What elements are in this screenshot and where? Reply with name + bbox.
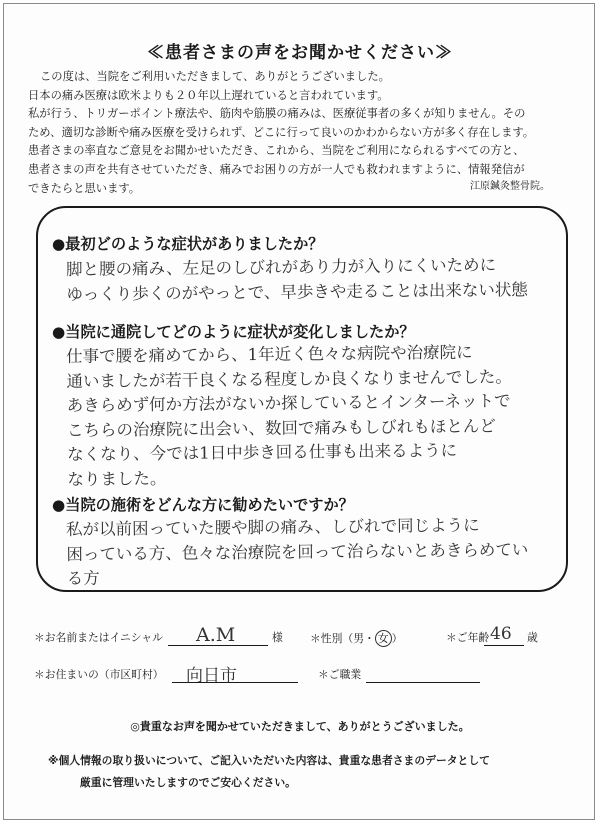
question-3-label: ●当院の施術をどんな方に勧めたいですか？: [52, 496, 354, 514]
intro-line: 日本の痛み医療は欧米よりも２０年以上遅れていると言われています。: [28, 88, 389, 102]
answer-line: なくなり、今では1日中歩き回る仕事も出来るように: [67, 440, 458, 464]
question-2-label: ●当院に通院してどのように症状が変化しましたか？: [52, 323, 415, 341]
thanks-message: ◎貴重なお声を聞かせていただきまして、ありがとうございました。: [130, 720, 470, 733]
intro-line: この度は、当院をご利用いただきまして、ありがとうございました。: [40, 70, 390, 83]
gender-field: [310, 630, 403, 647]
answer-line: 仕事で腰を痛めてから、1年近く色々な病院や治療院に: [66, 342, 473, 366]
age-label: ＊ご年齢: [446, 631, 490, 644]
name-label: ＊お名前またはイニシャル: [34, 631, 163, 644]
answer-line: る方: [66, 568, 100, 588]
privacy-notice: [48, 750, 568, 794]
gender-label: ＊性別（: [310, 632, 354, 645]
age-value[interactable]: 46: [490, 624, 512, 644]
age-underline: [484, 645, 524, 646]
answer-line: 脚と腰の痛み、左足のしびれがあり力が入りにくいために: [66, 255, 497, 279]
answer-line: なりました。: [67, 468, 167, 489]
job-label: ＊ご職業: [318, 668, 362, 681]
answer-line: 困っている方、色々な治療院を回って治らないとあきらめてい: [66, 539, 529, 564]
privacy-line: ※個人情報の取り扱いについて、ご記入いただいた内容は、貴重な患者さまのデータとして: [48, 754, 490, 767]
gender-option-female[interactable]: 女: [375, 630, 392, 647]
gender-option-male[interactable]: 男: [353, 632, 364, 645]
privacy-line: 厳重に管理いたしますのでご安心ください。: [80, 776, 296, 789]
question-1-label: ●最初どのような症状がありましたか？: [52, 235, 324, 253]
answer-line: 私が以前困っていた腰や脚の痛み、しびれで同じように: [66, 515, 480, 539]
intro-line: 私が行う、トリガーポイント療法や、筋肉や筋膜の痛みは、医療従事者の多くが知りません。その: [28, 107, 526, 121]
answer-line: こちらの治療院に出会い、数回で痛みもしびれもほとんど: [66, 416, 496, 440]
intro-line: ため、適切な診断や痛み医療を受けられず、どこに行って良いのかわからない方が多く存在します。: [28, 125, 535, 139]
address-label: ＊お住まいの（市区町村）: [34, 668, 164, 681]
intro-line: できたらと思います。: [28, 181, 141, 195]
answer-line: 通いましたが若干良くなる程度しか良くなりませんでした。: [66, 366, 512, 391]
age-suffix: 歳: [527, 631, 538, 644]
gender-close: ）: [391, 632, 403, 645]
answer-3: [66, 513, 529, 591]
answer-line: あきらめず何か方法がないか探しているとインターネットで: [66, 391, 511, 415]
intro-line: 患者さまの声を共有させていただき、痛みでお困りの方が一人でも救われますように、情報発信が: [28, 162, 525, 176]
clinic-name: 江原鍼灸整骨院。: [470, 181, 550, 192]
answer-2: [66, 340, 513, 492]
address-value[interactable]: 向日市: [186, 666, 237, 686]
name-value[interactable]: A.M: [196, 624, 236, 646]
page-title: ≪患者さまの声をお聞かせください≫: [147, 43, 453, 63]
name-suffix: 様: [272, 631, 283, 644]
gender-separator: ・: [363, 632, 375, 645]
intro-line: 患者さまの率直なご意見をお聞かせいただき、これから、当院をご利用になられるすべての方と、: [28, 144, 525, 158]
job-underline: [366, 682, 480, 683]
answer-line: ゆっくり歩くのがやっとで、早歩きや走ることは出来ない状態: [66, 279, 528, 304]
answer-1: [66, 253, 528, 307]
